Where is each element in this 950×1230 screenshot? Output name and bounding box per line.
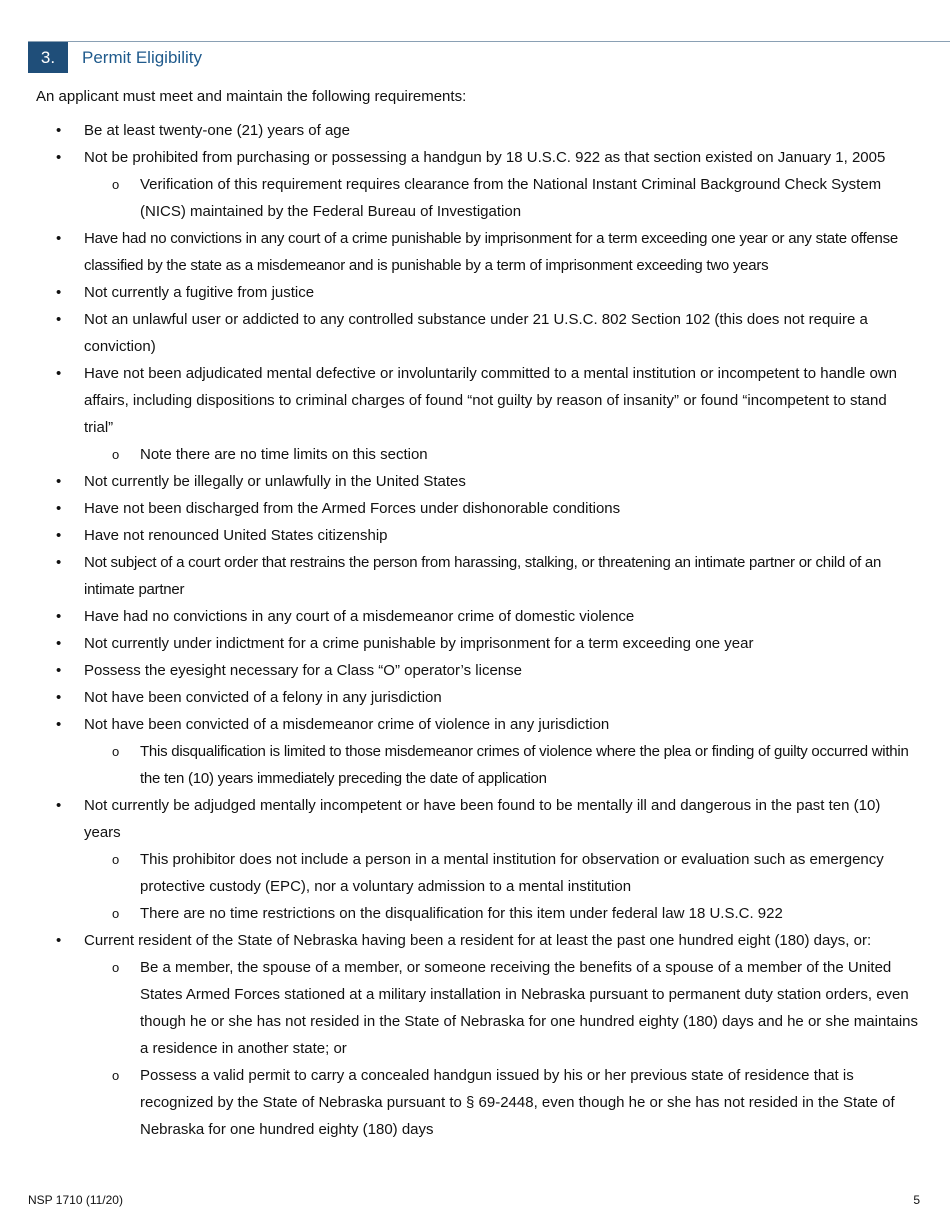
requirement-item [0,279,950,306]
bullet-icon: • [56,473,62,490]
sub-requirement-item [0,171,950,225]
bullet-icon: • [56,689,62,706]
requirement-item [0,144,950,171]
bullet-icon: • [56,311,62,328]
bullet-icon: • [56,365,62,382]
requirement-item [0,657,950,684]
requirement-item [0,495,950,522]
page-number: 5 [913,1193,920,1207]
requirement-text: Not be prohibited from purchasing or possessing a handgun by 18 U.S.C. 922 as that section existed on January 1, 2005 [84,149,886,166]
requirement-item [0,360,950,441]
intro-text: An applicant must meet and maintain the following requirements: [36,88,467,105]
bullet-icon: • [56,662,62,679]
section-header [28,42,202,73]
requirement-item [0,711,950,738]
requirement-text: Not currently be adjudged mentally incompetent or have been found to be mentally ill and dangerous in the past ten (10) years [84,797,881,841]
bullet-icon: • [56,122,62,139]
bullet-icon: • [56,527,62,544]
bullet-icon: • [56,149,62,166]
requirement-text: Verification of this requirement requires clearance from the National Instant Criminal Background Check System (NICS) maintained by the Federal Bureau of Investigation [140,176,882,220]
bullet-icon: • [56,608,62,625]
requirement-text: Not currently be illegally or unlawfully in the United States [84,473,466,490]
circle-bullet-icon: o [112,852,120,867]
bullet-icon: • [56,554,62,571]
requirement-item [0,117,950,144]
requirement-text: Possess a valid permit to carry a concealed handgun issued by his or her previous state of residence that is recognized by the State of Nebraska pursuant to § 69-2448, even though he or she has not resided in the State of Nebraska for one hundred eighty (180) days [140,1067,895,1138]
sub-requirement-item [0,441,950,468]
requirement-item [0,792,950,846]
circle-bullet-icon: o [112,744,120,759]
bullet-icon: • [56,797,62,814]
requirement-text: Be a member, the spouse of a member, or someone receiving the benefits of a spouse of a member of the United States Armed Forces stationed at a military installation in Nebraska pursuant to permanent duty station orders, even though he or she has not resided in the State of Nebraska for one hundred eighty (180) days and he or she maintains a residence in another state; or [140,959,919,1057]
requirement-text: Not currently a fugitive from justice [84,284,315,301]
requirement-item [0,225,950,279]
requirement-text: Have had no convictions in any court of a misdemeanor crime of domestic violence [84,608,635,625]
form-id: NSP 1710 (11/20) [28,1193,123,1207]
requirement-text: Have had no convictions in any court of a crime punishable by imprisonment for a term exceeding one year or any state offense classified by the state as a misdemeanor and is punishable by a term of imprisonment exceeding two years [84,230,898,274]
circle-bullet-icon: o [112,447,120,462]
requirement-text: Current resident of the State of Nebraska having been a resident for at least the past one hundred eight (180) days, or: [84,932,872,949]
circle-bullet-icon: o [112,906,120,921]
sub-requirement-item [0,954,950,1062]
bullet-icon: • [56,635,62,652]
requirement-text: Not have been convicted of a felony in any jurisdiction [84,689,442,706]
circle-bullet-icon: o [112,1068,120,1083]
requirement-text: Not subject of a court order that restrains the person from harassing, stalking, or threatening an intimate partner or child of an intimate partner [84,554,882,598]
requirement-item [0,684,950,711]
requirement-item [0,306,950,360]
bullet-icon: • [56,230,62,247]
section-title: Permit Eligibility [82,47,202,67]
bullet-icon: • [56,932,62,949]
requirement-text: Be at least twenty-one (21) years of age [84,122,350,139]
requirement-text: Note there are no time limits on this section [140,446,428,463]
sub-requirement-item [0,1062,950,1143]
requirement-item [0,549,950,603]
requirement-text: Have not been adjudicated mental defective or involuntarily committed to a mental institution or incompetent to handle own affairs, including dispositions to criminal charges of found “not guilty by reason of insanity” or found “incompetent to stand trial” [84,365,897,436]
requirement-text: Not currently under indictment for a crime punishable by imprisonment for a term exceeding one year [84,635,754,652]
sub-requirement-item [0,900,950,927]
requirements-list [0,117,950,1143]
circle-bullet-icon: o [112,177,120,192]
sub-requirement-item [0,846,950,900]
sub-requirement-item [0,738,950,792]
requirement-item [0,522,950,549]
bullet-icon: • [56,284,62,301]
requirement-text: Have not renounced United States citizenship [84,527,388,544]
requirement-text: This prohibitor does not include a person in a mental institution for observation or evaluation such as emergency protective custody (EPC), nor a voluntary admission to a mental institution [140,851,884,895]
requirement-item [0,927,950,954]
requirement-text: Not an unlawful user or addicted to any controlled substance under 21 U.S.C. 802 Section 102 (this does not require a conviction) [84,311,868,355]
requirement-text: This disqualification is limited to those misdemeanor crimes of violence where the plea or finding of guilty occurred within the ten (10) years immediately preceding the date of application [140,743,909,787]
requirement-text: Possess the eyesight necessary for a Class “O” operator’s license [84,662,522,679]
requirement-text: Not have been convicted of a misdemeanor crime of violence in any jurisdiction [84,716,610,733]
circle-bullet-icon: o [112,960,120,975]
bullet-icon: • [56,716,62,733]
requirement-item [0,630,950,657]
requirement-item [0,468,950,495]
section-number: 3. [28,42,68,73]
bullet-icon: • [56,500,62,517]
requirement-item [0,603,950,630]
requirement-text: Have not been discharged from the Armed Forces under dishonorable conditions [84,500,621,517]
requirement-text: There are no time restrictions on the disqualification for this item under federal law 18 U.S.C. 922 [140,905,783,922]
